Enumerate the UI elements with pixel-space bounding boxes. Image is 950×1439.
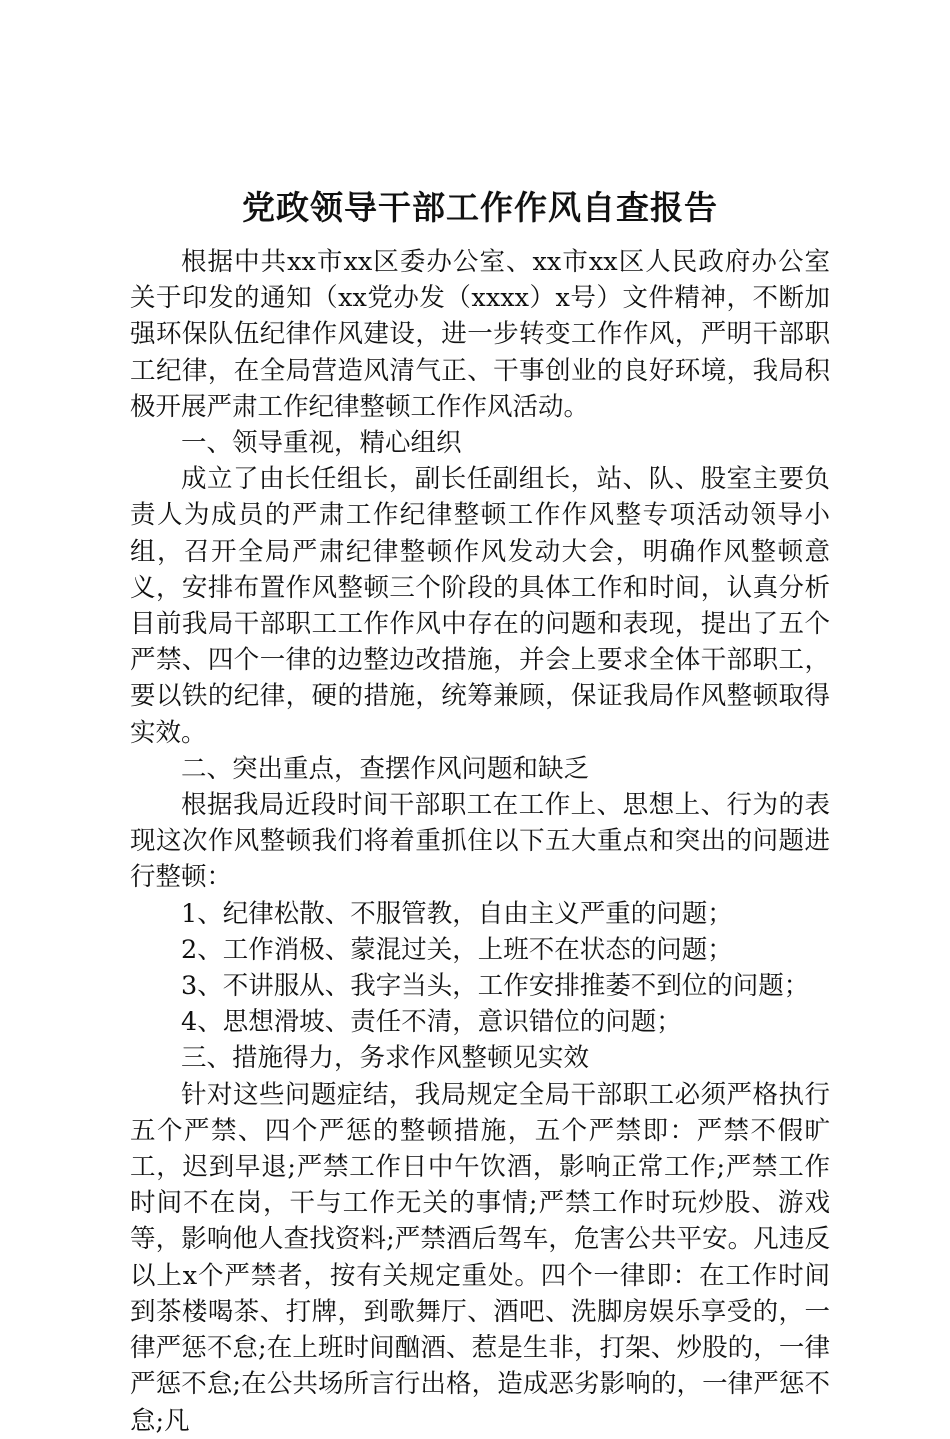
document-page (130, 180, 830, 1439)
section-2-paragraph: 根据我局近段时间干部职工在工作上、思想上、行为的表现这次作风整顿我们将着重抓住以下五大重点和突出的问题进行整顿： (130, 790, 830, 893)
section-3-heading: 三、措施得力，务求作风整顿见实效 (181, 1043, 590, 1074)
section-2-heading: 二、突出重点，查摆作风问题和缺乏 (181, 753, 590, 784)
intro-paragraph: 根据中共xx市xx区委办公室、xx市xx区人民政府办公室关于印发的通知（xx党办发（xxxx）x号）文件精神，不断加强环保队伍纪律作风建设，进一步转变工作作风，严明干部职工纪律，在全局营造风清气正、干事创业的良好环境，我局积极开展严肃工作纪律整顿工作作风活动。 (130, 247, 830, 422)
issue-list-item: 1、纪律松散、不服管教，自由主义严重的问题； (181, 898, 733, 929)
document-title: 党政领导干部工作作风自查报告 (242, 188, 718, 227)
issue-list-item: 3、不讲服从、我字当头，工作安排推萎不到位的问题； (181, 971, 810, 1002)
issue-list-item: 4、思想滑坡、责任不清，意识错位的问题； (181, 1007, 682, 1038)
section-3-paragraph: 针对这些问题症结，我局规定全局干部职工必须严格执行五个严禁、四个严惩的整顿措施，五个严禁即：严禁不假旷工，迟到早退;严禁工作日中午饮酒，影响正常工作;严禁工作时间不在岗，干与工作无关的事情;严禁工作时玩炒股、游戏等，影响他人查找资料;严禁酒后驾车，危害公共平安。凡违反以上x个严禁者，按有关规定重处。四个一律即：在工作时间到茶楼喝茶、打牌，到歌舞厅、酒吧、洗脚房娱乐享受的，一律严惩不怠;在上班时间酗酒、惹是生非，打架、炒股的，一律严惩不怠;在公共场所言行出格，造成恶劣影响的，一律严惩不怠;凡 (130, 1079, 830, 1436)
section-1-heading: 一、领导重视，精心组织 (181, 428, 462, 459)
issue-list-item: 2、工作消极、蒙混过关，上班不在状态的问题； (181, 934, 733, 965)
section-1-paragraph: 成立了由长任组长，副长任副组长，站、队、股室主要负责人为成员的严肃工作纪律整顿工作作风整专项活动领导小组，召开全局严肃纪律整顿作风发动大会，明确作风整顿意义，安排布置作风整顿三个阶段的具体工作和时间，认真分析目前我局干部职工工作作风中存在的问题和表现，提出了五个严禁、四个一律的边整边改措施，并会上要求全体干部职工，要以铁的纪律，硬的措施，统筹兼顾，保证我局作风整顿取得实效。 (130, 464, 830, 748)
